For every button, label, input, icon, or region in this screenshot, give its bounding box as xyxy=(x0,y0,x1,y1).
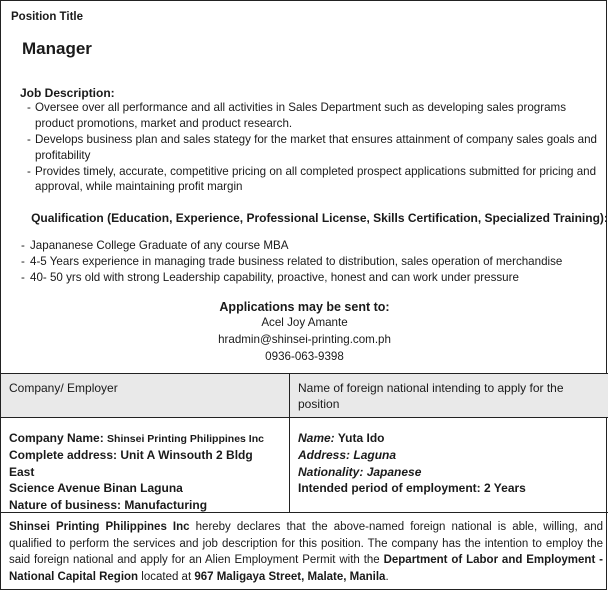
company-address-label: Complete address: xyxy=(9,447,118,462)
list-item: - Japananese College Graduate of any course MBA xyxy=(21,238,601,254)
company-name-value: Shinsei Printing Philippines Inc xyxy=(107,433,264,445)
company-name-label: Company Name: xyxy=(9,431,104,445)
declaration-text-1: hereby declares that the above-named foreign national is able, willing, and qualified to perform the services and job description for this position. The company has the intention to employ the said foreign national and apply for an Alien Employment Permit with the xyxy=(9,521,604,567)
qualification-heading: Qualification (Education, Experience, Professional License, Skills Certification, Specialized Training): xyxy=(31,211,608,225)
employer-details xyxy=(1,418,290,512)
job-description-list xyxy=(27,100,597,195)
foreigner-nationality-value: Japanese xyxy=(366,464,422,479)
company-nature-line xyxy=(9,497,281,514)
employment-period-line xyxy=(298,480,600,497)
position-title-label: Position Title xyxy=(11,11,83,23)
list-item: - Develops business plan and sales stategy for the market that ensures attainment of company sales goals and profitability xyxy=(27,132,597,164)
foreigner-address-label: Address: xyxy=(298,447,351,462)
applications-block xyxy=(1,299,608,366)
company-address-line xyxy=(9,447,281,481)
job-description-heading: Job Description: xyxy=(20,86,115,100)
declaration-company: Shinsei Printing Philippines Inc xyxy=(9,521,190,533)
company-nature-value: Manufacturing xyxy=(124,498,208,513)
list-item: - Oversee over all performance and all activities in Sales Department such as developing sales programs product promotions, market and product research. xyxy=(27,100,597,132)
applications-heading: Applications may be sent to: xyxy=(219,300,390,314)
foreigner-address-value: Laguna xyxy=(353,447,397,462)
declaration-department: Department of Labor and Employment - National Capital Region xyxy=(9,554,603,584)
company-address-value-1: Unit A Winsouth 2 Bldg East xyxy=(9,447,253,479)
table-header-row xyxy=(1,374,608,418)
contact-name: Acel Joy Amante xyxy=(261,316,348,330)
foreign-national-header: Name of foreign national intending to apply for the position xyxy=(298,381,564,412)
employment-period-value: 2 Years xyxy=(484,481,526,496)
declaration-paragraph xyxy=(9,519,603,586)
employer-header: Company/ Employer xyxy=(1,374,290,417)
foreigner-nationality-line xyxy=(298,464,600,481)
declaration-end: . xyxy=(385,571,389,584)
declaration-text-2: located at xyxy=(138,571,195,584)
foreigner-address-line xyxy=(298,447,600,464)
table-row xyxy=(1,418,608,513)
qualification-list xyxy=(21,238,601,286)
position-title-value: Manager xyxy=(22,39,92,58)
company-name-line xyxy=(9,430,281,447)
contact-phone: 0936-063-9398 xyxy=(265,349,344,363)
foreigner-name-label: Name: xyxy=(298,431,335,445)
employment-period-label: Intended period of employment: xyxy=(298,481,481,496)
foreigner-name-value: Yuta Ido xyxy=(337,431,385,445)
foreigner-name-line xyxy=(298,430,600,447)
list-item: - Provides timely, accurate, competitive pricing on all completed prospect applications submitted for pricing and approval, while maintaining profit margin xyxy=(27,164,597,196)
contact-email: hradmin@shinsei-printing.com.ph xyxy=(218,333,391,347)
list-item: - 4-5 Years experience in managing trade business related to distribution, sales operation of merchandise xyxy=(21,254,601,270)
foreigner-nationality-label: Nationality: xyxy=(298,464,364,479)
declaration-address: 967 Maligaya Street, Malate, Manila xyxy=(194,571,386,584)
foreign-national-details xyxy=(290,418,608,512)
company-address-value-2: Science Avenue Binan Laguna xyxy=(9,481,183,496)
employer-table xyxy=(1,373,608,513)
company-nature-label: Nature of business: xyxy=(9,498,122,513)
list-item: - 40- 50 yrs old with strong Leadership capability, proactive, honest and can work under pressure xyxy=(21,270,601,286)
